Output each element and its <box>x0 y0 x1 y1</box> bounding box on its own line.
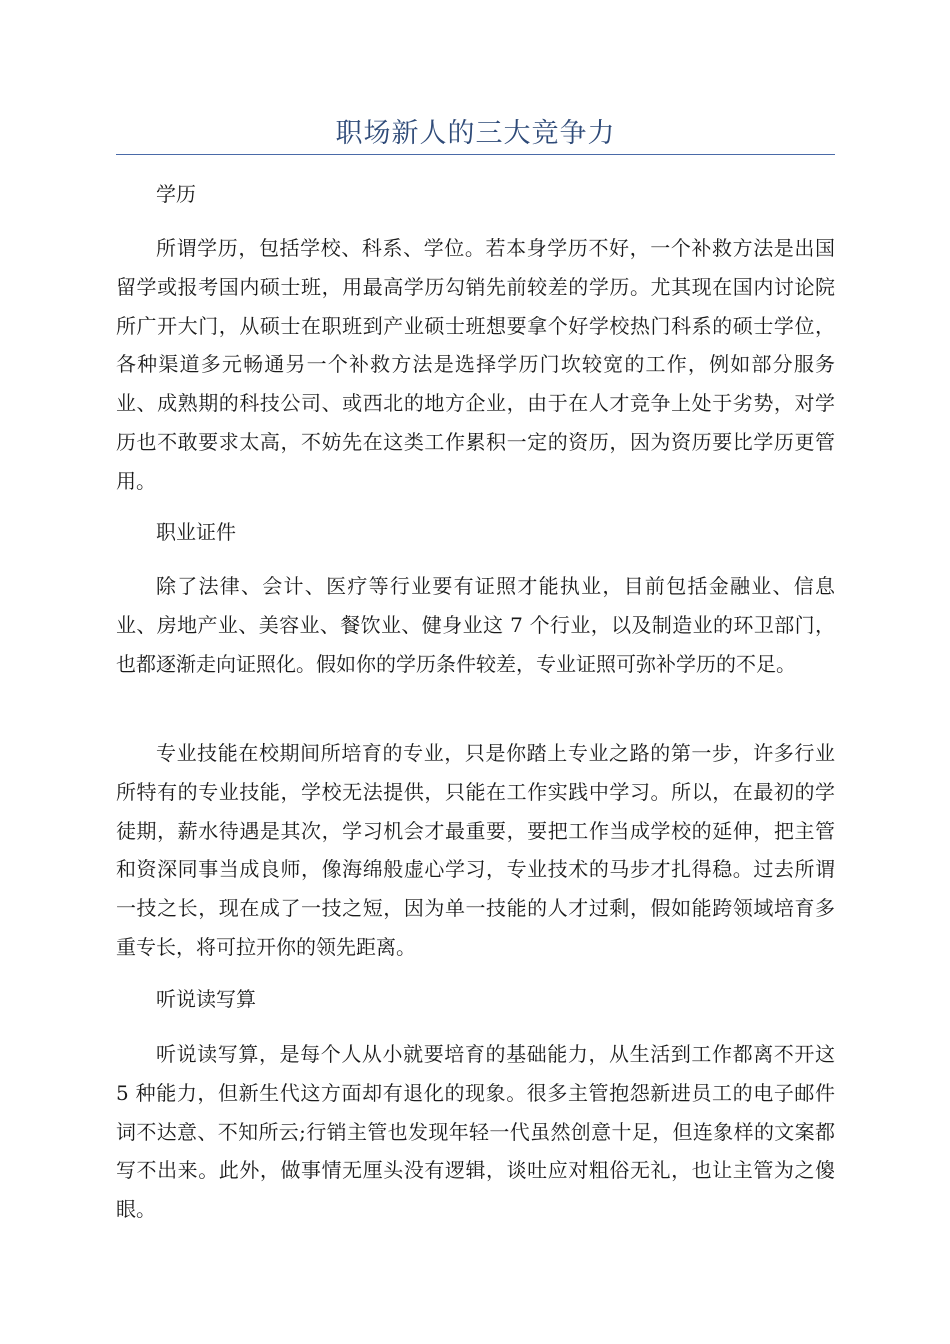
document-title: 职场新人的三大竞争力 <box>335 118 616 149</box>
paragraph-certificates: 除了法律、会计、医疗等行业要有证照才能执业，目前包括金融业、信息业、房地产业、美容业、餐饮业、健身业这 7 个行业，以及制造业的环卫部门，也都逐渐走向证照化。假如你的学历条件较差，专业证照可弥补学历的不足。 <box>116 574 835 676</box>
paragraph-basic-abilities: 听说读写算，是每个人从小就要培育的基础能力，从生活到工作都离不开这 5 种能力，但新生代这方面却有退化的现象。很多主管抱怨新进员工的电子邮件词不达意、不知所云;行销主管也发现年轻一代虽然创意十足，但连象样的文案都写不出来。此外，做事情无厘头没有逻辑，谈吐应对粗俗无礼，也让主管为之傻眼。 <box>116 1042 835 1222</box>
paragraph-professional-skills: 专业技能在校期间所培育的专业，只是你踏上专业之路的第一步，许多行业所特有的专业技能，学校无法提供，只能在工作实践中学习。所以，在最初的学徒期，薪水待遇是其次，学习机会才最重要，要把工作当成学校的延伸，把主管和资深同事当成良师，像海绵般虚心学习，专业技术的马步才扎得稳。过去所谓一技之长，现在成了一技之短，因为单一技能的人才过剩，假如能跨领域培育多重专长，将可拉开你的领先距离。 <box>116 741 835 959</box>
paragraph-education: 所谓学历，包括学校、科系、学位。若本身学历不好，一个补救方法是出国留学或报考国内硕士班，用最高学历勾销先前较差的学历。尤其现在国内讨论院所广开大门，从硕士在职班到产业硕士班想要拿个好学校热门科系的硕士学位，各种渠道多元畅通另一个补救方法是选择学历门坎较宽的工作，例如部分服务业、成熟期的科技公司、或西北的地方企业，由于在人才竞争上处于劣势，对学历也不敢要求太高，不妨先在这类工作累积一定的资历，因为资历要比学历更管用。 <box>116 236 835 493</box>
section-heading-education: 学历 <box>156 182 196 206</box>
section-heading-basic-abilities: 听说读写算 <box>156 987 256 1011</box>
section-heading-certificates: 职业证件 <box>156 520 236 544</box>
title-underline <box>116 154 835 155</box>
